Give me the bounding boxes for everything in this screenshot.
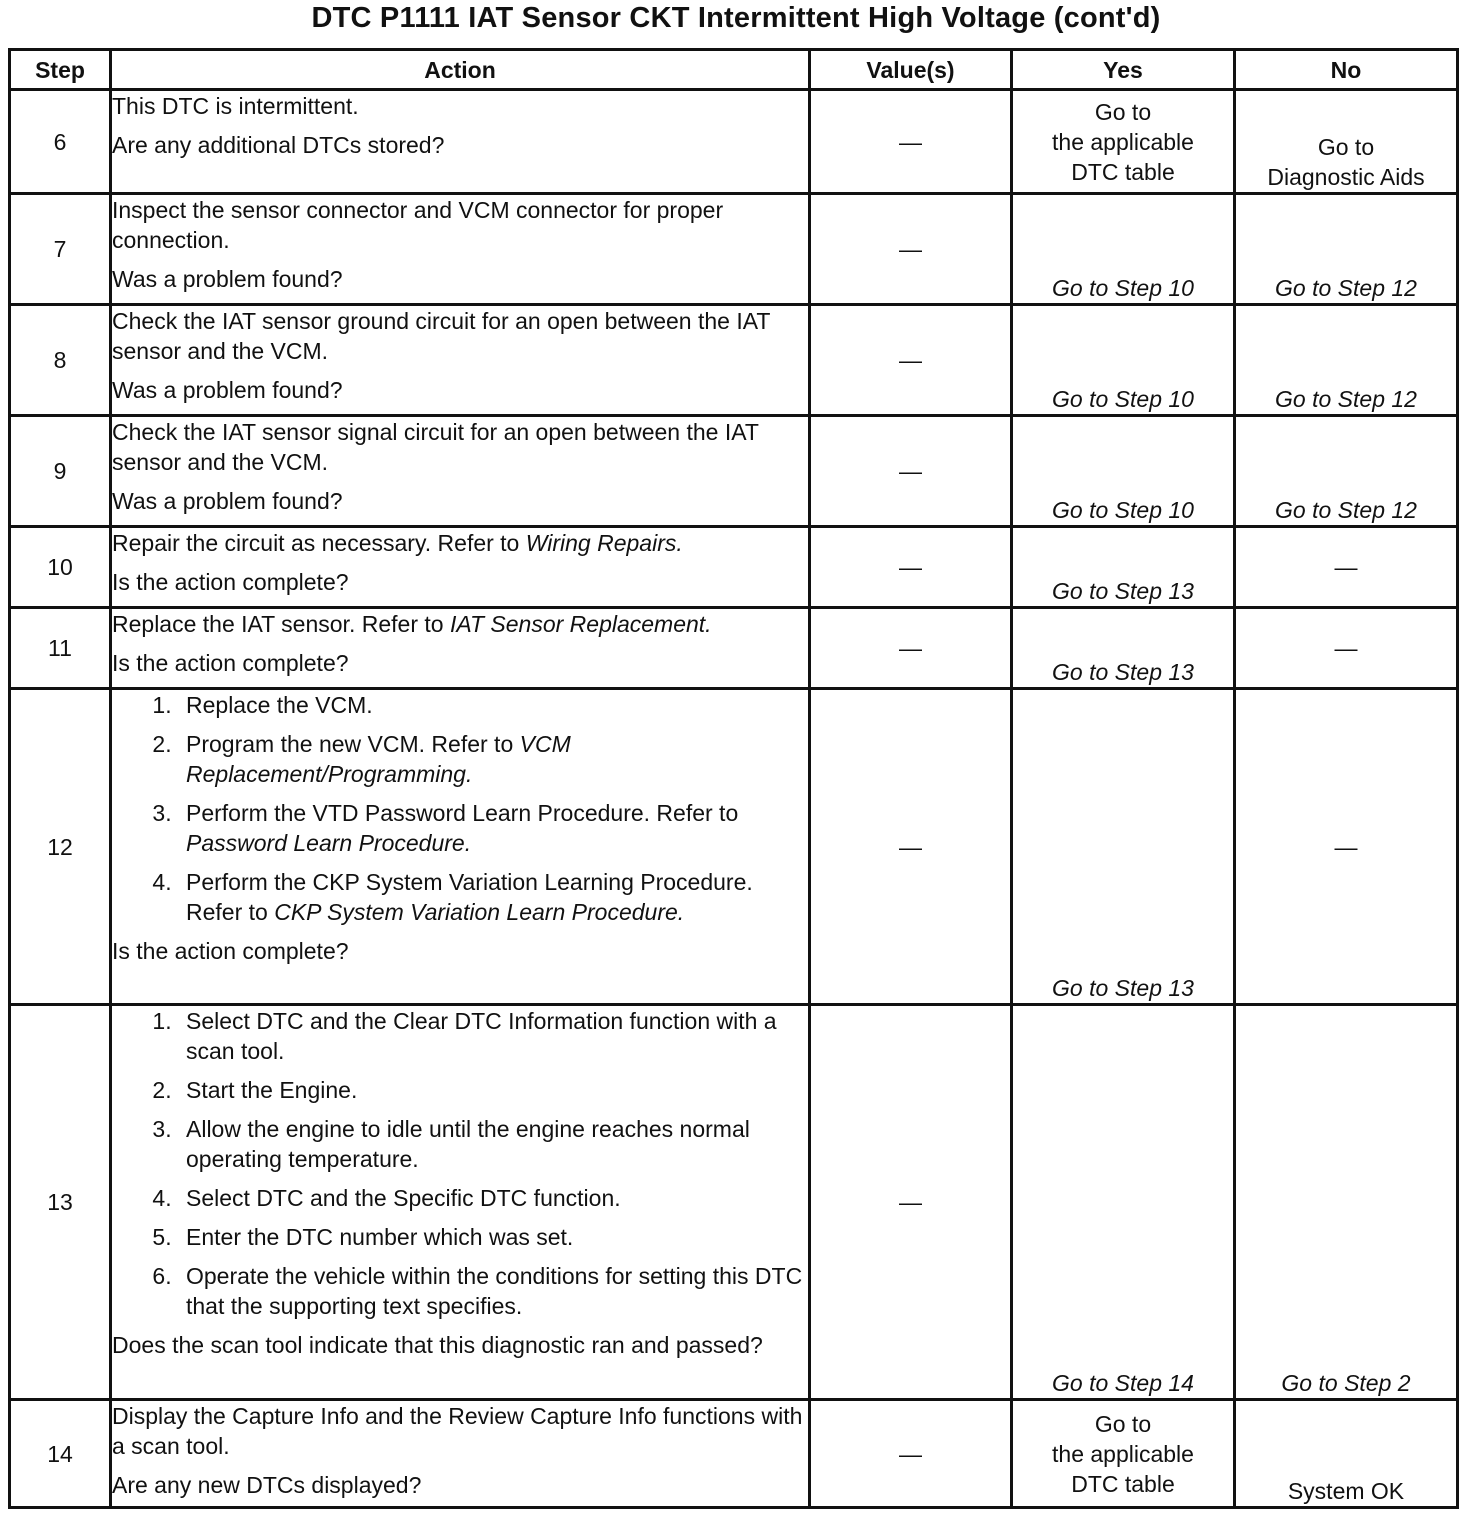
step-number: 10 bbox=[10, 527, 111, 608]
list-item: 4. Select DTC and the Specific DTC function. bbox=[178, 1183, 808, 1213]
page-title: DTC P1111 IAT Sensor CKT Intermittent High Voltage (cont'd) bbox=[311, 2, 1161, 34]
action-question: Does the scan tool indicate that this diagnostic ran and passed? bbox=[112, 1332, 763, 1358]
value-dash: — bbox=[899, 128, 922, 155]
diagnostic-table bbox=[8, 48, 1459, 1509]
reference-link: VCM Replacement/Programming. bbox=[186, 731, 571, 787]
no-cell: Go to Step 2 bbox=[1235, 1005, 1458, 1400]
no-cell: System OK bbox=[1235, 1400, 1458, 1508]
yes-cell: Go to Step 10 bbox=[1012, 416, 1235, 527]
table-row bbox=[10, 194, 1458, 305]
value-cell bbox=[810, 527, 1012, 608]
action-text bbox=[112, 528, 808, 558]
no-cell: Go to Step 12 bbox=[1235, 416, 1458, 527]
step-number: 14 bbox=[10, 1400, 111, 1508]
reference-link: Wiring Repairs. bbox=[525, 530, 683, 556]
action-question: Is the action complete? bbox=[112, 569, 349, 595]
value-cell bbox=[810, 689, 1012, 1005]
table-row bbox=[10, 608, 1458, 689]
yes-line: Go to bbox=[1094, 1410, 1152, 1437]
action-cell bbox=[111, 527, 810, 608]
action-text: Check the IAT sensor ground circuit for an open between the IAT sensor and the VCM. bbox=[112, 308, 771, 364]
header-yes: Yes bbox=[1012, 50, 1235, 90]
value-cell bbox=[810, 90, 1012, 194]
action-question: Is the action complete? bbox=[112, 650, 349, 676]
value-dash: — bbox=[899, 833, 922, 860]
list-item bbox=[178, 798, 808, 858]
yes-cell: Go to Step 13 bbox=[1012, 527, 1235, 608]
action-text-plain: Repair the circuit as necessary. Refer to bbox=[112, 530, 526, 556]
header-values: Value(s) bbox=[810, 50, 1012, 90]
no-cell: Go to Step 12 bbox=[1235, 305, 1458, 416]
yes-line: the applicable bbox=[1052, 1440, 1194, 1467]
yes-cell bbox=[1012, 1400, 1235, 1508]
yes-line: DTC table bbox=[1071, 1470, 1175, 1497]
action-cell bbox=[111, 689, 810, 1005]
procedure-list bbox=[112, 1006, 808, 1321]
list-item-text: Program the new VCM. Refer to bbox=[186, 731, 520, 757]
step-number: 7 bbox=[10, 194, 111, 305]
list-item: 6. Operate the vehicle within the conditions for setting this DTC that the supporting text specifies. bbox=[178, 1261, 808, 1321]
action-text bbox=[112, 609, 808, 639]
yes-cell: Go to Step 10 bbox=[1012, 194, 1235, 305]
value-cell bbox=[810, 416, 1012, 527]
header-step: Step bbox=[10, 50, 111, 90]
yes-cell: Go to Step 13 bbox=[1012, 689, 1235, 1005]
table-row bbox=[10, 1005, 1458, 1400]
value-dash: — bbox=[899, 458, 922, 484]
header-no: No bbox=[1235, 50, 1458, 90]
list-item bbox=[178, 867, 808, 927]
list-item-text: Perform the VTD Password Learn Procedure. Refer to bbox=[186, 800, 739, 826]
value-dash: — bbox=[899, 554, 922, 580]
value-cell bbox=[810, 194, 1012, 305]
action-question: Are any new DTCs displayed? bbox=[112, 1472, 422, 1498]
reference-link: IAT Sensor Replacement. bbox=[449, 611, 712, 637]
no-cell: — bbox=[1235, 608, 1458, 689]
action-cell bbox=[111, 305, 810, 416]
action-text: Check the IAT sensor signal circuit for an open between the IAT sensor and the VCM. bbox=[112, 419, 759, 475]
list-item: 1. Select DTC and the Clear DTC Information function with a scan tool. bbox=[178, 1006, 808, 1066]
table-row bbox=[10, 689, 1458, 1005]
reference-link: CKP System Variation Learn Procedure. bbox=[274, 899, 685, 925]
value-dash: — bbox=[899, 635, 922, 661]
list-item bbox=[178, 690, 808, 720]
list-item-text: Perform the CKP System Variation Learning Procedure. Refer to bbox=[186, 869, 753, 925]
no-cell: Go to Step 12 bbox=[1235, 194, 1458, 305]
yes-cell: Go to Step 13 bbox=[1012, 608, 1235, 689]
no-line: Go to bbox=[1317, 134, 1375, 160]
action-question: Was a problem found? bbox=[112, 488, 343, 514]
yes-line: Go to bbox=[1094, 98, 1152, 125]
procedure-list bbox=[112, 690, 808, 927]
step-number: 9 bbox=[10, 416, 111, 527]
reference-link: Password Learn Procedure. bbox=[186, 830, 472, 856]
action-text: Display the Capture Info and the Review Capture Info functions with a scan tool. bbox=[112, 1403, 803, 1459]
step-number: 8 bbox=[10, 305, 111, 416]
list-item-text: Replace the VCM. bbox=[186, 692, 373, 718]
action-question: Was a problem found? bbox=[112, 266, 343, 292]
action-cell bbox=[111, 1400, 810, 1508]
value-dash: — bbox=[899, 236, 922, 262]
value-cell bbox=[810, 305, 1012, 416]
table-row bbox=[10, 1400, 1458, 1508]
action-text: This DTC is intermittent. bbox=[112, 93, 359, 119]
value-dash: — bbox=[899, 1189, 922, 1215]
action-cell bbox=[111, 90, 810, 194]
value-dash: — bbox=[899, 347, 922, 373]
list-item bbox=[178, 729, 808, 789]
action-text: Inspect the sensor connector and VCM connector for proper connection. bbox=[112, 197, 724, 253]
action-cell bbox=[111, 194, 810, 305]
action-cell bbox=[111, 608, 810, 689]
action-question: Was a problem found? bbox=[112, 377, 343, 403]
table-row bbox=[10, 90, 1458, 194]
header-action: Action bbox=[111, 50, 810, 90]
yes-cell: Go to Step 10 bbox=[1012, 305, 1235, 416]
yes-line: DTC table bbox=[1071, 158, 1175, 185]
step-number: 11 bbox=[10, 608, 111, 689]
no-cell: — bbox=[1235, 689, 1458, 1005]
list-item: 3. Allow the engine to idle until the engine reaches normal operating temperature. bbox=[178, 1114, 808, 1174]
action-question: Is the action complete? bbox=[112, 938, 349, 964]
step-number: 6 bbox=[10, 90, 111, 194]
action-cell bbox=[111, 416, 810, 527]
value-cell bbox=[810, 1005, 1012, 1400]
yes-cell bbox=[1012, 90, 1235, 194]
no-cell: — bbox=[1235, 527, 1458, 608]
list-item: 2. Start the Engine. bbox=[178, 1075, 808, 1105]
no-cell bbox=[1235, 90, 1458, 194]
step-number: 12 bbox=[10, 689, 111, 1005]
yes-cell: Go to Step 14 bbox=[1012, 1005, 1235, 1400]
value-cell bbox=[810, 1400, 1012, 1508]
no-line: Diagnostic Aids bbox=[1267, 164, 1425, 190]
header-row bbox=[10, 50, 1458, 90]
table-row bbox=[10, 527, 1458, 608]
table-row bbox=[10, 305, 1458, 416]
step-number: 13 bbox=[10, 1005, 111, 1400]
value-cell bbox=[810, 608, 1012, 689]
action-question: Are any additional DTCs stored? bbox=[112, 132, 445, 158]
list-item: 5. Enter the DTC number which was set. bbox=[178, 1222, 808, 1252]
action-cell bbox=[111, 1005, 810, 1400]
yes-line: the applicable bbox=[1052, 128, 1194, 155]
value-dash: — bbox=[899, 1440, 922, 1467]
action-text-plain: Replace the IAT sensor. Refer to bbox=[112, 611, 450, 637]
table-row bbox=[10, 416, 1458, 527]
